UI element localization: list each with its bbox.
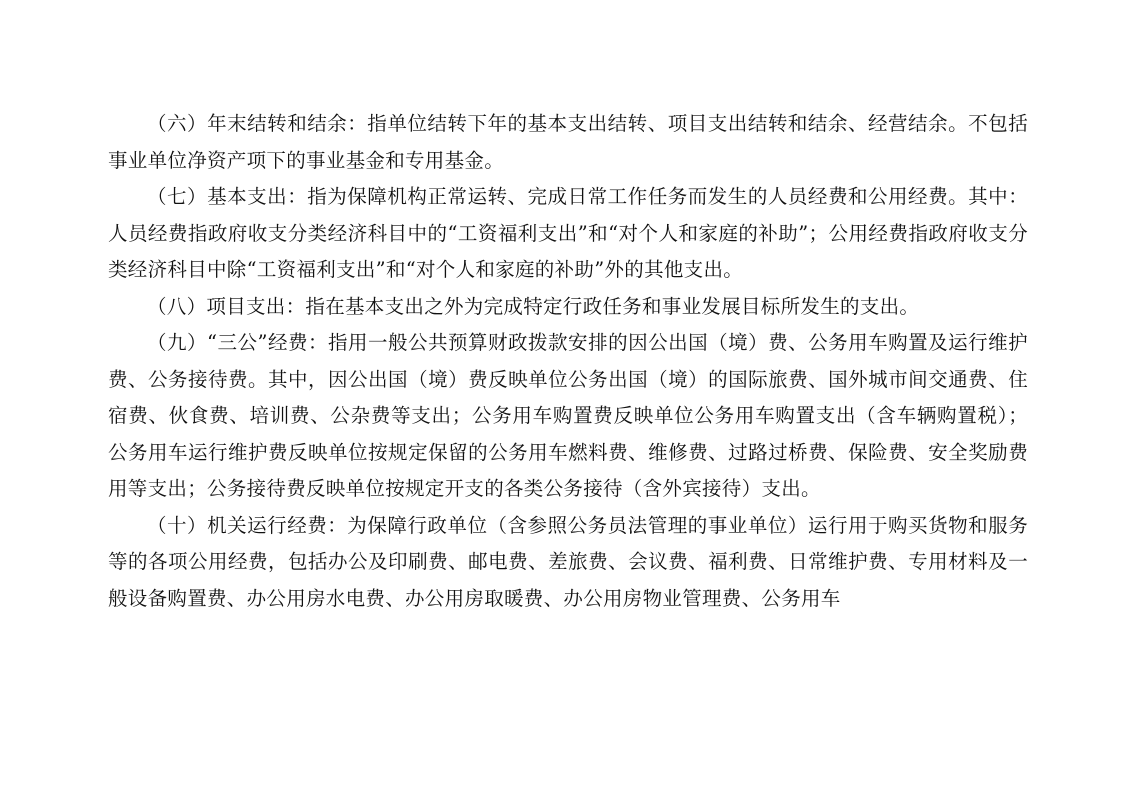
document-body [108,106,1028,617]
paragraph-year-end-balance: （六）年末结转和结余：指单位结转下年的基本支出结转、项目支出结转和结余、经营结余。不包括事业单位净资产项下的事业基金和专用基金。 [108,112,1028,172]
paragraph-agency-operating-expenses: （十）机关运行经费：为保障行政单位（含参照公务员法管理的事业单位）运行用于购买货物和服务等的各项公用经费，包括办公及印刷费、邮电费、差旅费、会议费、福利费、日常维护费、专用材料及一般设备购置费、办公用房水电费、办公用房取暖费、办公用房物业管理费、公务用车 [108,513,1028,610]
paragraph-three-public-expenses: （九）“三公”经费：指用一般公共预算财政拨款安排的因公出国（境）费、公务用车购置及运行维护费、公务接待费。其中，因公出国（境）费反映单位公务出国（境）的国际旅费、国外城市间交通费、住宿费、伙食费、培训费、公杂费等支出；公务用车购置费反映单位公务用车购置支出（含车辆购置税）；公务用车运行维护费反映单位按规定保留的公务用车燃料费、维修费、过路过桥费、保险费、安全奖励费用等支出；公务接待费反映单位按规定开支的各类公务接待（含外宾接待）支出。 [108,331,1028,500]
paragraph-basic-expenditure: （七）基本支出：指为保障机构正常运转、完成日常工作任务而发生的人员经费和公用经费。其中：人员经费指政府收支分类经济科目中的“工资福利支出”和“对个人和家庭的补助”；公用经费指政府收支分类经济科目中除“工资福利支出”和“对个人和家庭的补助”外的其他支出。 [108,185,1028,281]
paragraph-project-expenditure: （八）项目支出：指在基本支出之外为完成特定行政任务和事业发展目标所发生的支出。 [147,294,920,318]
